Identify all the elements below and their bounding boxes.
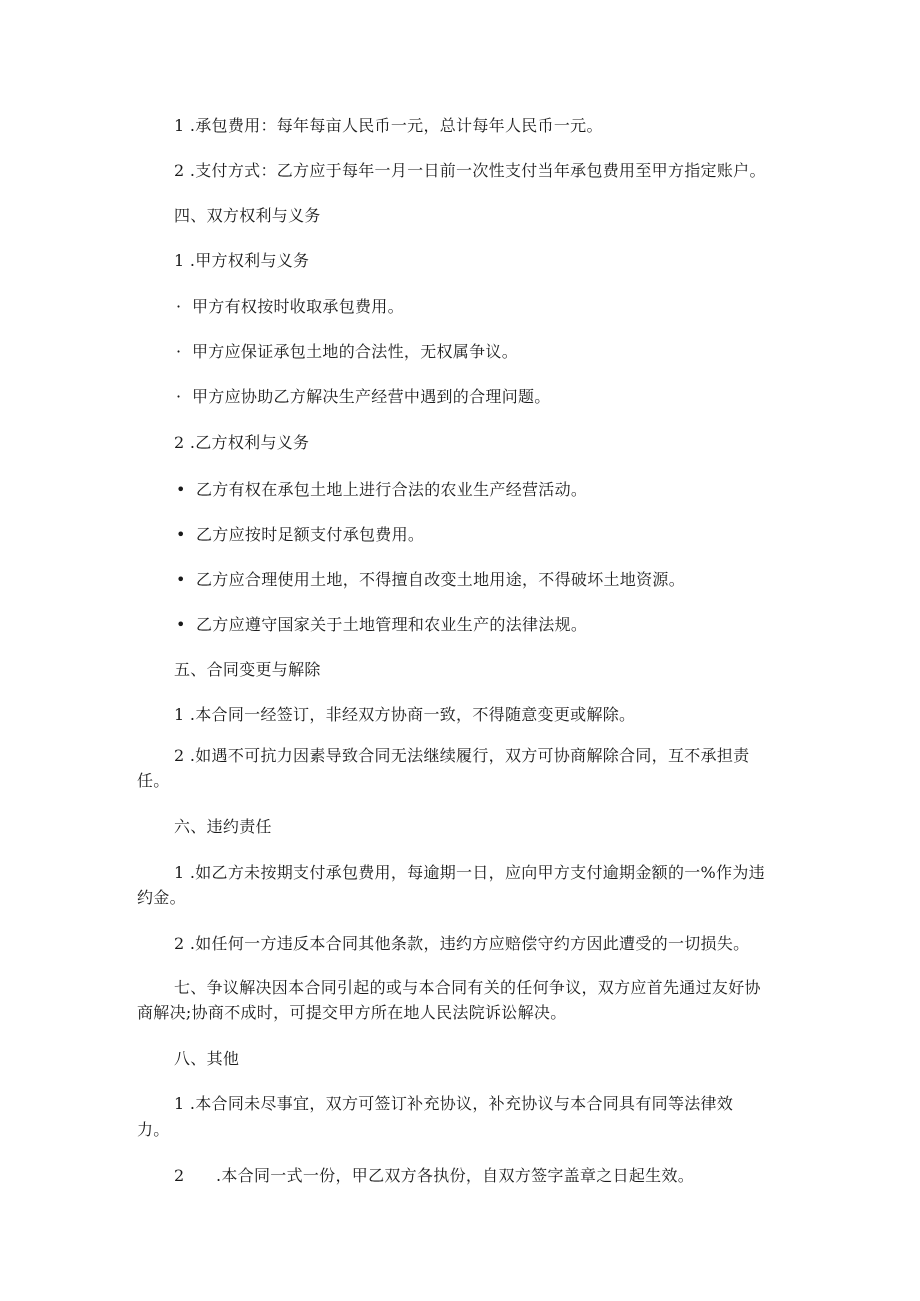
section-heading-other: 八、其他 — [174, 1049, 240, 1068]
party-b-bullet-1: • 乙方有权在承包土地上进行合法的农业生产经营活动。 — [176, 480, 588, 499]
breach-clause-1-line-2: 约金。 — [137, 888, 186, 907]
bullet-icon: · — [176, 297, 182, 316]
bullet-icon: • — [176, 525, 186, 544]
bullet-icon: · — [176, 342, 182, 361]
bullet-icon: • — [176, 570, 186, 589]
party-b-heading: 2 .乙方权利与义务 — [174, 433, 310, 452]
bullet-icon: · — [176, 387, 182, 406]
other-clause-1-line-2: 力。 — [137, 1120, 170, 1139]
section-heading-breach: 六、违约责任 — [174, 817, 272, 836]
section-heading-amendment: 五、合同变更与解除 — [174, 660, 321, 679]
dispute-clause-line-2: 商解决;协商不成时，可提交甲方所在地人民法院诉讼解决。 — [137, 1003, 567, 1022]
party-a-bullet-2: · 甲方应保证承包土地的合法性，无权属争议。 — [176, 342, 519, 361]
other-clause-2 — [174, 1165, 694, 1187]
party-a-bullet-1: · 甲方有权按时收取承包费用。 — [176, 297, 404, 316]
payment-method-clause: 2 .支付方式：乙方应于每年一月一日前一次性支付当年承包费用至甲方指定账户。 — [174, 161, 766, 180]
clause-number: 2 — [174, 1166, 185, 1185]
party-b-bullet-2: • 乙方应按时足额支付承包费用。 — [176, 525, 425, 544]
amendment-clause-2-line-2: 任。 — [137, 771, 170, 790]
amendment-clause-2-line-1: 2 .如遇不可抗力因素导致合同无法继续履行，双方可协商解除合同，互不承担责 — [174, 746, 750, 765]
clause-text: .本合同一式一份，甲乙双方各执份，自双方签字盖章之日起生效。 — [216, 1166, 695, 1185]
bullet-icon: • — [176, 615, 186, 634]
party-b-bullet-3: • 乙方应合理使用土地，不得擅自改变土地用途，不得破坏土地资源。 — [176, 570, 686, 589]
party-b-bullet-4: • 乙方应遵守国家关于土地管理和农业生产的法律法规。 — [176, 615, 588, 634]
dispute-clause-line-1: 七、争议解决因本合同引起的或与本合同有关的任何争议，双方应首先通过友好协 — [174, 978, 761, 997]
party-a-bullet-3: · 甲方应协助乙方解决生产经营中遇到的合理问题。 — [176, 387, 551, 406]
party-a-heading: 1 .甲方权利与义务 — [174, 251, 310, 270]
other-clause-1-line-1: 1 .本合同未尽事宜，双方可签订补充协议，补充协议与本合同具有同等法律效 — [174, 1094, 734, 1113]
section-heading-rights: 四、双方权利与义务 — [174, 206, 321, 225]
breach-clause-1-line-1: 1 .如乙方未按期支付承包费用，每逾期一日，应向甲方支付逾期金额的一%作为违 — [174, 863, 765, 882]
fee-clause: 1 .承包费用：每年每亩人民币一元，总计每年人民币一元。 — [174, 116, 603, 135]
breach-clause-2: 2 .如任何一方违反本合同其他条款，违约方应赔偿守约方因此遭受的一切损失。 — [174, 934, 750, 953]
bullet-icon: • — [176, 480, 186, 499]
amendment-clause-1: 1 .本合同一经签订，非经双方协商一致，不得随意变更或解除。 — [174, 705, 636, 724]
